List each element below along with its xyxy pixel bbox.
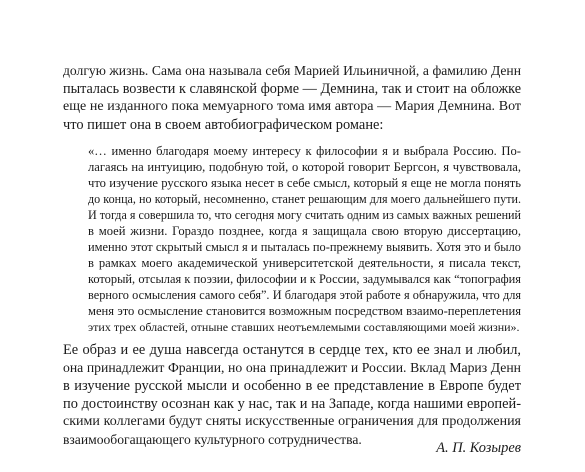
author-signature: А. П. Козырев <box>436 440 521 456</box>
text-line: Ее образ и ее душа навсегда останутся в сердце тех, кто ее знал и любил, <box>63 342 521 358</box>
text-line: взаимообогащающего культурного сотрудничества. <box>63 432 362 447</box>
text-line: что пишет она в своем автобиографическом романе: <box>63 117 384 133</box>
text-line: скими коллегами будут сняты искусственные ограничения для продолжения <box>63 414 521 429</box>
quote-line: который, отсылая к поэзии, философии и к России, задумывался как “топография <box>88 272 521 286</box>
text-line: еще не изданного пока мемуарного тома имя автора — Мария Демнина. Вот <box>63 99 521 114</box>
text-line: в изучение русской мысли и особенно в ее представление в Европе будет <box>63 378 521 394</box>
quote-line: лагаясь на интуицию, подобную той, о которой говорит Бергсон, я чувствовала, <box>88 160 521 174</box>
text-line: по достоинству осознан как у нас, так и на Западе, когда нашими европей- <box>63 396 521 412</box>
quote-line: верного осмысления самого себя”. И благодаря этой работе я обнаружила, что для <box>88 288 521 302</box>
text-line: пыталась возвести к славянской форме — Демнина, так и стоит на обложке <box>63 81 521 97</box>
quote-line: этих трех областей, отныне ставших неотъемлемыми составляющими моей жизни». <box>88 320 520 334</box>
quote-line: И тогда я совершила то, что сегодня могу считать одним из самых важных решений <box>88 208 521 222</box>
quote-line: в моей жизни. Гораздо позднее, когда я защищала свою вторую диссертацию, <box>88 224 521 238</box>
text-line: долгую жизнь. Сама она называла себя Марией Ильиничной, а фамилию Денн <box>63 63 521 78</box>
quote-line: «… именно благодаря моему интересу к философии я и выбрала Россию. По- <box>88 144 521 158</box>
quote-line: в рамках моего академической университетской деятельности, я писала текст, <box>88 256 521 270</box>
text-line: она принадлежит Франции, но она принадлежит и России. Вклад Мариз Денн <box>63 360 521 375</box>
quote-line: до конца, но который, несомненно, станет решающим для моего дальнейшего пути. <box>88 192 521 206</box>
quote-line: меня это осмысление становится возможным посредством взаимо-переплетения <box>88 304 521 318</box>
quote-line: именно этот скрытый смысл я и пыталась по-прежнему выявить. Хотя это и было <box>88 240 521 254</box>
quote-line: что изучение русского языка несет в себе смысл, который я еще не могла понять <box>88 176 521 190</box>
